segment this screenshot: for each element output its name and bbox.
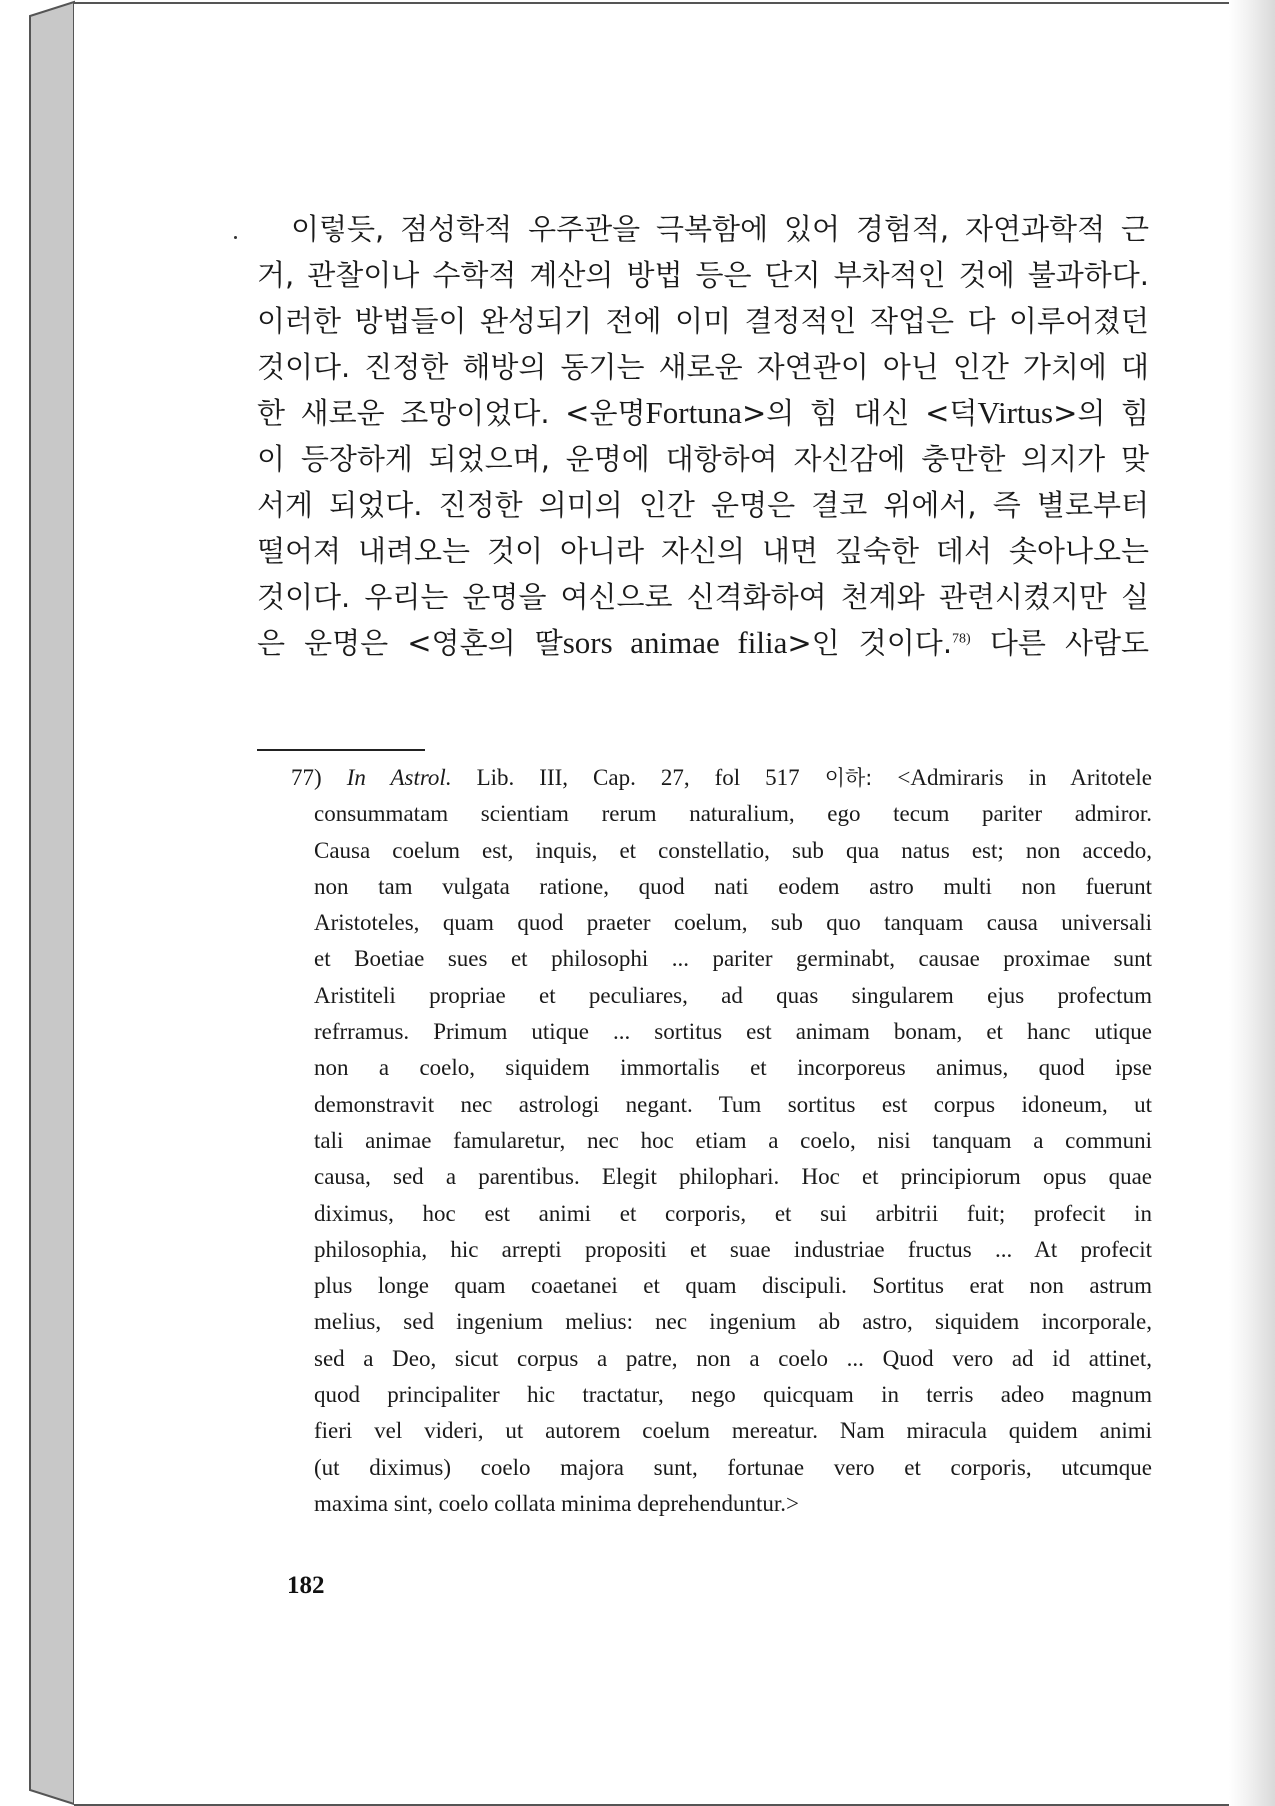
footnote-line: Causa coelum est, inquis, et constellatio, sub qua natus est; non accedo, bbox=[314, 837, 1152, 863]
footnote-separator-rule bbox=[257, 749, 425, 751]
page-right-edge-shadow bbox=[1229, 0, 1275, 1806]
body-line-5-part-3: >의 힘 bbox=[1053, 396, 1150, 430]
footnote-reference-78: 78) bbox=[952, 631, 971, 647]
footnote-first-line bbox=[291, 760, 1152, 796]
footnote-line: plus longe quam coaetanei et quam discipuli. Sortitus erat non astrum bbox=[314, 1273, 1152, 1299]
body-line-10-part-1: 은 운명은 <영혼의 딸 bbox=[257, 626, 563, 660]
footnote-line: tali animae famularetur, nec hoc etiam a coelo, nisi tanquam a communi bbox=[314, 1127, 1152, 1153]
footnote-line: fieri vel videri, ut autorem coelum mereatur. Nam miracula quidem animi bbox=[314, 1418, 1152, 1444]
book-spine bbox=[0, 0, 80, 1806]
footnote-line: philosophia, hic arrepti propositi et suae industriae fructus ... At profecit bbox=[314, 1236, 1152, 1262]
body-line-7: 서게 되었다. 진정한 의미의 인간 운명은 결코 위에서, 즉 별로부터 bbox=[257, 488, 1149, 522]
footnote-line: Aristiteli propriae et peculiares, ad quas singularem ejus profectum bbox=[314, 982, 1152, 1008]
footnote-line: consummatam scientiam rerum naturalium, ego tecum pariter admiror. bbox=[314, 801, 1152, 827]
footnote-line: (ut diximus) coelo majora sunt, fortunae vero et corporis, utcumque bbox=[314, 1454, 1152, 1480]
footnote-number: 77) bbox=[291, 765, 322, 790]
body-line-1: 이렇듯, 점성학적 우주관을 극복함에 있어 경험적, 자연과학적 근 bbox=[291, 212, 1149, 246]
footnote-line: quod principaliter hic tractatur, nego quicquam in terris adeo magnum bbox=[314, 1382, 1152, 1408]
body-line-10 bbox=[257, 620, 1149, 666]
body-line-4: 것이다. 진정한 해방의 동기는 새로운 자연관이 아닌 인간 가치에 대 bbox=[257, 350, 1149, 384]
footnote-line: Aristoteles, quam quod praeter coelum, sub quo tanquam causa universali bbox=[314, 910, 1152, 936]
body-line-5-part-2: >의 힘 대신 <덕 bbox=[741, 396, 978, 430]
body-line-6: 이 등장하게 되었으며, 운명에 대항하여 자신감에 충만한 의지가 맞 bbox=[257, 442, 1149, 476]
footnote-line: demonstravit nec astrologi negant. Tum sortitus est corpus idoneum, ut bbox=[314, 1091, 1152, 1117]
footnote-line: refrramus. Primum utique ... sortitus est animam bonam, et hanc utique bbox=[314, 1019, 1152, 1045]
body-line-10-part-3: 다른 사람도 bbox=[970, 626, 1149, 660]
footnote-77 bbox=[291, 760, 1152, 1522]
stray-mark bbox=[234, 236, 237, 239]
body-line-9: 것이다. 우리는 운명을 여신으로 신격화하여 천계와 관련시켰지만 실 bbox=[257, 580, 1149, 614]
body-line-3: 이러한 방법들이 완성되기 전에 이미 결정적인 작업은 다 이루어졌던 bbox=[257, 304, 1149, 338]
footnote-line: non tam vulgata ratione, quod nati eodem astro multi non fuerunt bbox=[314, 873, 1152, 899]
footnote-line: causa, sed a parentibus. Elegit philophari. Hoc et principiorum opus quae bbox=[314, 1164, 1152, 1190]
footnote-line: et Boetiae sues et philosophi ... pariter germinabt, causae proximae sunt bbox=[314, 946, 1152, 972]
body-line-8: 떨어져 내려오는 것이 아니라 자신의 내면 깊숙한 데서 솟아나오는 bbox=[257, 534, 1149, 568]
latin-term-virtus: Virtus bbox=[977, 395, 1054, 430]
footnote-quote-start: <Admiraris in Aritotele bbox=[872, 765, 1152, 790]
footnote-line: diximus, hoc est animi et corporis, et sui arbitrii fuit; profecit in bbox=[314, 1200, 1152, 1226]
body-line-2: 거, 관찰이나 수학적 계산의 방법 등은 단지 부차적인 것에 불과하다. bbox=[257, 258, 1149, 292]
footnote-source-title: In Astrol. bbox=[346, 765, 452, 790]
footnote-line: sed a Deo, sicut corpus a patre, non a coelo ... Quod vero ad id attinet, bbox=[314, 1345, 1152, 1371]
footnote-line: non a coelo, siquidem immortalis et incorporeus animus, quod ipse bbox=[314, 1055, 1152, 1081]
footnote-line: melius, sed ingenium melius: nec ingenium ab astro, siquidem incorporale, bbox=[314, 1309, 1152, 1335]
body-line-5 bbox=[257, 390, 1149, 436]
footnote-korean-ihae: 이하: bbox=[824, 766, 873, 790]
body-line-5-part-1: 한 새로운 조망이었다. <운명 bbox=[257, 396, 646, 430]
page-number: 182 bbox=[287, 1572, 325, 1599]
latin-term-sors-animae-filia: sors animae filia bbox=[562, 625, 788, 660]
footnote-citation: Lib. III, Cap. 27, fol 517 bbox=[451, 765, 825, 790]
footnote-last-line: maxima sint, coelo collata minima deprehenduntur.> bbox=[314, 1490, 799, 1516]
latin-term-fortuna: Fortuna bbox=[645, 395, 742, 430]
main-paragraph bbox=[257, 206, 1149, 666]
body-line-10-part-2: >인 것이다. bbox=[787, 626, 953, 660]
